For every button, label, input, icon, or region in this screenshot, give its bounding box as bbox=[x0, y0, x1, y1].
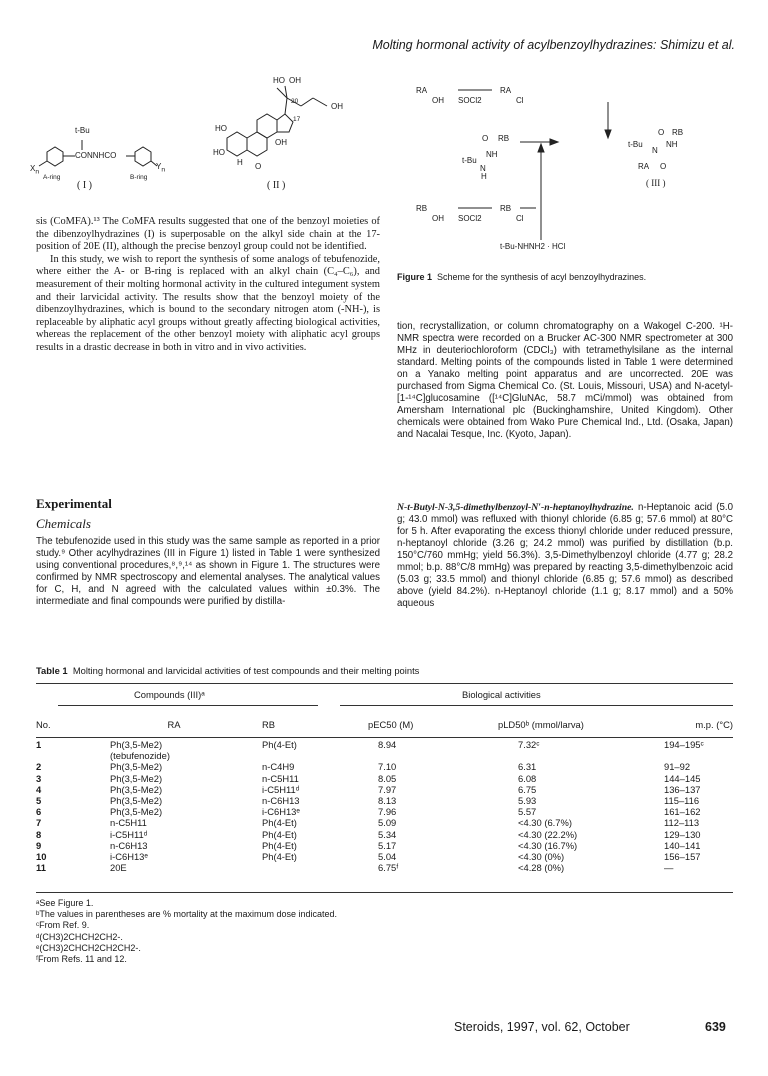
cell-pec50: 5.04 bbox=[378, 851, 397, 863]
table-group-bio: Biological activities bbox=[462, 689, 541, 700]
cell-rb: n-C4H9 bbox=[262, 761, 295, 773]
a-ring-label: A-ring bbox=[43, 174, 61, 181]
prod-nh-label: NH bbox=[666, 140, 678, 149]
section-heading: Experimental bbox=[36, 496, 112, 511]
cell-ra: 20E bbox=[110, 862, 127, 874]
table-row bbox=[36, 829, 733, 840]
cell-mp: 194–195ᶜ bbox=[664, 739, 704, 750]
cell-no: 6 bbox=[36, 806, 42, 818]
cell-ra: i-C6H13ᵉ bbox=[110, 851, 148, 863]
n-mid-label: N bbox=[480, 164, 486, 173]
x-label: $X_n$ bbox=[30, 164, 40, 176]
cell-rb: n-C5H11 bbox=[262, 772, 299, 784]
h-mid-label: H bbox=[481, 172, 487, 181]
structure-1 bbox=[25, 118, 175, 198]
cell-pec50: 7.96 bbox=[378, 806, 397, 818]
cell-no: 4 bbox=[36, 783, 42, 795]
cell-no: 2 bbox=[36, 761, 42, 773]
ra-chloride-label: RA bbox=[500, 86, 512, 95]
ho-left1-label: HO bbox=[215, 124, 227, 133]
table-rule-group1 bbox=[58, 705, 318, 706]
cell-ra: n-C5H11 bbox=[110, 817, 147, 829]
cell-no: 7 bbox=[36, 817, 42, 829]
footnote: ᵈ(CH3)2CHCH2CH2-. bbox=[36, 931, 123, 942]
o-label: O bbox=[255, 162, 262, 171]
c17-label: 17 bbox=[293, 116, 301, 123]
cell-pec50: 7.10 bbox=[378, 761, 397, 773]
cell-pec50: 5.17 bbox=[378, 839, 397, 851]
table-title bbox=[36, 665, 419, 676]
socl2-1-label: SOCl2 bbox=[458, 96, 482, 105]
cell-ra: Ph(3,5-Me2) bbox=[110, 761, 163, 773]
cell-mp: — bbox=[664, 862, 674, 874]
table-row bbox=[36, 795, 733, 806]
header-mp: m.p. (°C) bbox=[695, 719, 733, 730]
table-row bbox=[36, 862, 733, 873]
compound-1-label: ( I ) bbox=[77, 180, 92, 191]
table-title-text: Molting hormonal and larvicidal activities of test compounds and their melting points bbox=[72, 665, 420, 676]
cell-pld50: 6.08 bbox=[518, 772, 537, 784]
cell-rb: Ph(4-Et) bbox=[262, 828, 297, 840]
paragraph-comfa: sis (CoMFA).¹³ The CoMFA results suggested that one of the benzoyl moieties of the dibenzoylhydrazines (I) is superposable on the alkyl side chain at the 17-position of 20E (II), although the precise benzoyl group could not be identified. bbox=[36, 216, 380, 253]
synthesis-text: n-Heptanoic acid (5.0 g; 43.0 mmol) was refluxed with thionyl chloride (6.85 g; 57.6 mmol) at 80°C for 5 h. After evaporating the excess thionyl chloride under reduced pressure, n-heptanoyl chloride (3.26 g; 24.2 mmol) was purified by distillation (b.p. 150°C/760 mmHg; yield 56.3%). 3,5-Dimethylbenzoyl chloride (4.77 g; 28.2 mmol; b.p. 88°C/8 mmHg) was prepared by reacting 3,5-dimethylbenzoic acid (5.03 g; 33.5 mmol) and thionyl chloride (6.85 g; 57.6 mmol) as described above (yield 84.2%). n-Heptanoyl chloride (1.1 g; 8.17 mmol) and a 50% aqueous bbox=[397, 502, 733, 609]
header-rb: RB bbox=[262, 719, 276, 730]
footnote: ᵇThe values in parentheses are % mortality at the maximum dose indicated. bbox=[36, 909, 338, 920]
cell-pld50: 6.75 bbox=[518, 783, 537, 795]
cell-ra: i-C5H11ᵈ bbox=[110, 828, 148, 840]
cell-pld50: 5.57 bbox=[518, 806, 537, 818]
table-label: Table 1 bbox=[36, 665, 68, 676]
footnote: ᶜFrom Ref. 9. bbox=[36, 920, 90, 931]
c20-label: 20 bbox=[291, 98, 299, 105]
figure-caption-text: Scheme for the synthesis of acyl benzoylhydrazines. bbox=[437, 272, 647, 282]
header-ra: RA bbox=[167, 719, 181, 730]
cell-rb: i-C5H11ᵈ bbox=[262, 783, 300, 795]
ra-acid-label: RA bbox=[416, 86, 428, 95]
ho-left2-label: HO bbox=[213, 148, 225, 157]
header-no: No. bbox=[36, 719, 51, 730]
cell-rb: Ph(4-Et) bbox=[262, 839, 297, 851]
cell-rb: Ph(4-Et) bbox=[262, 817, 297, 829]
table-row bbox=[36, 817, 733, 828]
cl2-label: Cl bbox=[516, 214, 524, 223]
cell-rb: n-C6H13 bbox=[262, 795, 300, 807]
rb-chloride-label: RB bbox=[500, 204, 512, 213]
page-number: 639 bbox=[705, 1020, 726, 1034]
journal-citation: Steroids, 1997, vol. 62, October bbox=[454, 1020, 630, 1034]
cell-rb: i-C6H13ᵉ bbox=[262, 806, 300, 818]
h-label: H bbox=[237, 158, 243, 167]
cell-mp: 129–130 bbox=[664, 828, 701, 840]
cell-pld50: <4.30 (16.7%) bbox=[518, 839, 578, 851]
connhco-label: CONNHCO bbox=[75, 151, 117, 160]
cell-ra: Ph(3,5-Me2) bbox=[110, 783, 163, 795]
oh1-label: OH bbox=[432, 96, 444, 105]
cell-pld50: <4.30 (0%) bbox=[518, 851, 565, 863]
cell-rb bbox=[262, 862, 368, 873]
cell-ra: n-C6H13 bbox=[110, 839, 148, 851]
cell-pld50: 7.32ᶜ bbox=[518, 739, 540, 750]
oh-top-label: OH bbox=[289, 76, 301, 85]
cell-ra: Ph(3,5-Me2) bbox=[110, 795, 163, 807]
oh-side-label: OH bbox=[331, 102, 343, 111]
cell-no: 8 bbox=[36, 828, 42, 840]
prod-o-label: O bbox=[658, 128, 665, 137]
cell-no: 11 bbox=[36, 862, 46, 874]
footnote: ᵃSee Figure 1. bbox=[36, 898, 94, 908]
y-label: $Y_n$ bbox=[156, 162, 166, 174]
left-column bbox=[36, 216, 380, 355]
cell-pec50: 8.94 bbox=[378, 739, 397, 750]
subsection-heading: Chemicals bbox=[36, 516, 91, 531]
oh2-label: OH bbox=[432, 214, 444, 223]
paragraph-methods: tion, recrystallization, or column chromatography on a Wakogel C-200. ¹H-NMR spectra were recorded on a Brucker AC-300 NMR spectrometer at 300 MHz in deuteriochloroform (CDCl₃) with tetramethylsilane as the internal standard. Melting points of the compounds listed in Table 1 were determined on a Yanako melting point apparatus and are uncorrected. 20E was purchased from Sigma Chemical Co. (St. Louis, Missouri, USA) and N-acetyl-[1-¹⁴C]glucosamine ([¹⁴C]GluNAc, 58.7 mCi/mmol) was obtained from Amersham International plc (Buckinghamshire, United Kingdom). Other chemicals were obtained from Wako Pure Chemical Ind., Ltd. (Osaka, Japan) and Nacalai Tesque, Inc. (Kyoto, Japan). bbox=[397, 321, 733, 440]
cell-mp: 136–137 bbox=[664, 783, 701, 795]
header-pld50: pLD50ᵇ (mmol/larva) bbox=[498, 719, 584, 730]
cell-ra: Ph(3,5-Me2) bbox=[110, 772, 163, 784]
paragraph-chemicals: The tebufenozide used in this study was the same sample as reported in a prior study.⁹ Other acylhydrazines (III in Figure 1) listed in Table 1 were synthesized using conventional procedures,⁸,⁹,¹⁴ as shown in Figure 1. The structures were confirmed by NMR spectroscopy and elemental analyses. The analytical values for C, H, and N agreed with the calculated values within ±0.3%. The intermediate and final compounds were purified by distilla- bbox=[36, 536, 380, 607]
cell-rb: Ph(4-Et) bbox=[262, 739, 297, 750]
scheme-arrows bbox=[396, 72, 746, 282]
paragraph-study: In this study, we wish to report the synthesis of some analogs of tebufenozide, where either the A- or B-ring is replaced with an alkyl chain (C₄–C₆), and measurement of their molting hormonal activity in the cultured integument system and their larvicidal activity. The results show that the benzoyl moiety of the dibenzoylhydrazines, which is bound to the secondary nitrogen atom (-NH-), is replaceable by aliphatic acyl groups without greatly affecting biological activities, whereas the replacement of the other benzoyl moiety with aliphatic acyl groups results in a drastic decrease in both in vitro and in vivo activities. bbox=[36, 253, 380, 353]
cell-mp: 144–145 bbox=[664, 772, 701, 784]
compound-2-label: ( II ) bbox=[267, 180, 286, 191]
prod-tbu-label: t-Bu bbox=[628, 140, 643, 149]
cell-pec50: 5.09 bbox=[378, 817, 397, 829]
tbu-label: t-Bu bbox=[75, 126, 90, 135]
ho-top-label: HO bbox=[273, 76, 285, 85]
hydrazine-label: t-Bu-NHNH2 · HCl bbox=[500, 242, 566, 251]
tbu-mid-label: t-Bu bbox=[462, 156, 477, 165]
cell-mp: 112–113 bbox=[664, 817, 700, 829]
oh-mid-label: OH bbox=[275, 138, 287, 147]
cell-no: 1 bbox=[36, 739, 42, 750]
paragraph-synthesis bbox=[397, 502, 733, 610]
cell-pec50: 7.97 bbox=[378, 783, 397, 795]
table-row bbox=[36, 806, 733, 817]
cell-pld50: <4.28 (0%) bbox=[518, 862, 565, 874]
cell-mp: 115–116 bbox=[664, 795, 700, 807]
cell-mp: 91–92 bbox=[664, 761, 691, 773]
results-table bbox=[36, 719, 733, 873]
table-footnotes bbox=[36, 898, 337, 965]
structure-2 bbox=[205, 76, 380, 196]
structure-2-drawing bbox=[205, 76, 380, 196]
cell-no: 10 bbox=[36, 851, 47, 863]
cell-no: 5 bbox=[36, 795, 42, 807]
figure-caption bbox=[397, 272, 747, 282]
synthesis-title: N-t-Butyl-N-3,5-dimethylbenzoyl-N′-n-heptanoylhydrazine. bbox=[397, 502, 634, 513]
table-row bbox=[36, 840, 733, 851]
o-top-label: O bbox=[482, 134, 489, 143]
rb-top-label: RB bbox=[498, 134, 510, 143]
cell-pec50: 8.13 bbox=[378, 795, 397, 807]
cell-pec50: 5.34 bbox=[378, 828, 397, 840]
table-rule-header bbox=[36, 737, 733, 738]
cell-ra: Ph(3,5-Me2) bbox=[110, 806, 163, 818]
cell-pld50: <4.30 (6.7%) bbox=[518, 817, 572, 829]
cell-pec50: 8.05 bbox=[378, 772, 397, 784]
cell-ra-note: (tebufenozide) bbox=[110, 750, 170, 762]
table-row bbox=[36, 761, 733, 772]
prod-n-label: N bbox=[652, 146, 658, 155]
table-rule-top bbox=[36, 683, 733, 684]
footnote: ᵉ(CH3)2CHCH2CH2CH2-. bbox=[36, 942, 141, 953]
table-group-compounds: Compounds (III)ᵃ bbox=[134, 689, 205, 700]
cell-mp: 161–162 bbox=[664, 806, 701, 818]
footnote: ᶠFrom Refs. 11 and 12. bbox=[36, 954, 127, 965]
table-rule-group2 bbox=[340, 705, 733, 706]
compound-3-label: ( III ) bbox=[646, 178, 666, 188]
cell-pld50: 6.31 bbox=[518, 761, 537, 773]
header-pec50: pEC50 (M) bbox=[368, 719, 414, 730]
table-row bbox=[36, 784, 733, 795]
b-ring-label: B-ring bbox=[130, 174, 148, 181]
cell-pec50: 6.75ᶠ bbox=[378, 862, 399, 874]
cell-no: 3 bbox=[36, 772, 42, 784]
table-row bbox=[36, 773, 733, 784]
cell-mp: 140–141 bbox=[664, 839, 701, 851]
socl2-2-label: SOCl2 bbox=[458, 214, 482, 223]
running-header: Molting hormonal activity of acylbenzoylhydrazines: Shimizu et al. bbox=[372, 38, 735, 52]
rb-acid-label: RB bbox=[416, 204, 428, 213]
cell-pld50: <4.30 (22.2%) bbox=[518, 828, 578, 840]
prod-ra-label: RA bbox=[638, 162, 650, 171]
prod-rb-label: RB bbox=[672, 128, 684, 137]
table-header-row bbox=[36, 719, 733, 730]
prod-o2-label: O bbox=[660, 162, 667, 171]
table-row bbox=[36, 739, 733, 761]
synthesis-scheme bbox=[396, 72, 746, 282]
table-row bbox=[36, 851, 733, 862]
cell-no: 9 bbox=[36, 839, 42, 851]
cl1-label: Cl bbox=[516, 96, 524, 105]
cell-pld50: 5.93 bbox=[518, 795, 537, 807]
cell-mp: 156–157 bbox=[664, 851, 701, 863]
figure-label: Figure 1 bbox=[397, 272, 433, 282]
table-rule-bottom bbox=[36, 892, 733, 893]
nh-mid-label: NH bbox=[486, 150, 498, 159]
cell-ra: Ph(3,5-Me2) (tebufenozide) bbox=[110, 739, 170, 762]
cell-rb: Ph(4-Et) bbox=[262, 851, 297, 863]
table-body bbox=[36, 739, 733, 873]
